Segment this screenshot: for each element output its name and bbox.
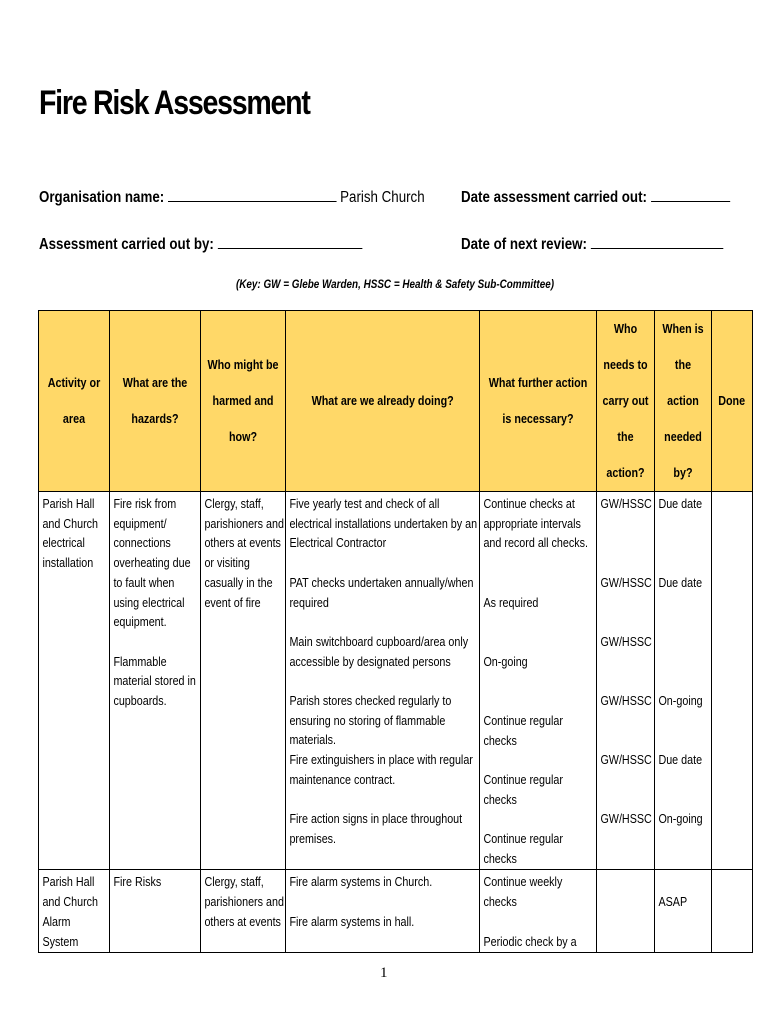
header-who-harmed: Who might be harmed and how? bbox=[201, 311, 286, 492]
next-review-label: Date of next review: bbox=[461, 236, 587, 253]
assessed-by-blank bbox=[218, 234, 362, 249]
header-done: Done bbox=[712, 311, 753, 492]
who-carries-out-cell bbox=[597, 870, 655, 953]
activity-cell: Parish Hall and Church Alarm System bbox=[39, 870, 110, 953]
responsible-item: GW/HSSC bbox=[600, 497, 652, 511]
already-doing-cell bbox=[286, 492, 480, 870]
when-item: Due date bbox=[658, 576, 703, 590]
next-review-blank bbox=[591, 234, 723, 249]
further-item: Continue checks at appropriate intervals and record all checks. bbox=[483, 497, 589, 551]
further-item: Periodic check by a bbox=[483, 934, 577, 949]
who-carries-out-cell bbox=[597, 492, 655, 870]
doing-item: Fire alarm systems in Church. bbox=[289, 875, 433, 890]
doing-item: Fire alarm systems in hall. bbox=[289, 914, 415, 929]
further-item: On-going bbox=[483, 655, 528, 669]
key-note: (Key: GW = Glebe Warden, HSSC = Health & Safety Sub-Committee) bbox=[236, 279, 555, 291]
organisation-line bbox=[39, 187, 425, 207]
responsible-item: GW/HSSC bbox=[600, 635, 652, 649]
header-further-action: What further action is necessary? bbox=[480, 311, 597, 492]
doing-item: PAT checks undertaken annually/when required bbox=[289, 576, 474, 610]
organisation-value: Parish Church bbox=[340, 189, 425, 206]
header-activity: Activity or area bbox=[39, 311, 110, 492]
further-item: Continue regular checks bbox=[483, 714, 563, 748]
who-harmed-cell: Clergy, staff, parishioners and others at events bbox=[201, 870, 286, 953]
when-item: On-going bbox=[658, 694, 703, 708]
when-needed-cell bbox=[655, 870, 712, 953]
assessed-by-label: Assessment carried out by: bbox=[39, 236, 214, 253]
organisation-label: Organisation name: bbox=[39, 189, 165, 206]
table-row bbox=[39, 492, 753, 870]
responsible-item: GW/HSSC bbox=[600, 812, 652, 826]
who-harmed-cell: Clergy, staff, parishioners and others at events or visiting casually in the event of fire bbox=[201, 492, 286, 870]
assessed-by-line bbox=[39, 234, 362, 254]
further-item: Continue weekly checks bbox=[483, 875, 563, 910]
further-item: Continue regular checks bbox=[483, 773, 563, 807]
responsible-item: GW/HSSC bbox=[600, 694, 652, 708]
activity-cell: Parish Hall and Church electrical installation bbox=[39, 492, 110, 870]
further-item: Continue regular checks bbox=[483, 832, 563, 866]
page-number: 1 bbox=[380, 965, 388, 981]
header-when-needed: When is the action needed by? bbox=[655, 311, 712, 492]
responsible-item: GW/HSSC bbox=[600, 576, 652, 590]
when-item: Due date bbox=[658, 497, 703, 511]
header-already-doing: What are we already doing? bbox=[286, 311, 480, 492]
further-action-cell bbox=[480, 492, 597, 870]
when-item: ASAP bbox=[658, 895, 688, 910]
already-doing-cell bbox=[286, 870, 480, 953]
table-header-row bbox=[39, 311, 753, 492]
date-assessment-line bbox=[461, 187, 730, 207]
hazards-cell bbox=[110, 492, 201, 870]
hazards-cell: Fire Risks bbox=[110, 870, 201, 953]
header-who-carries-out: Who needs to carry out the action? bbox=[597, 311, 655, 492]
when-item: Due date bbox=[658, 753, 703, 767]
header-hazards: What are the hazards? bbox=[110, 311, 201, 492]
doing-item: Fire action signs in place throughout premises. bbox=[289, 812, 463, 846]
done-cell bbox=[712, 492, 753, 870]
hazard-text: Flammable material stored in cupboards. bbox=[113, 654, 196, 709]
responsible-item: GW/HSSC bbox=[600, 753, 652, 767]
doing-item: Parish stores checked regularly to ensuring no storing of flammable materials. bbox=[289, 694, 452, 748]
when-item bbox=[658, 633, 710, 692]
risk-assessment-table bbox=[38, 310, 753, 953]
when-item: On-going bbox=[658, 812, 703, 826]
next-review-line bbox=[461, 234, 723, 254]
doing-item: Main switchboard cupboard/area only accessible by designated persons bbox=[289, 635, 469, 669]
further-action-cell bbox=[480, 870, 597, 953]
date-assessment-blank bbox=[651, 187, 730, 202]
table-row bbox=[39, 870, 753, 953]
date-assessment-label: Date assessment carried out: bbox=[461, 189, 647, 206]
done-cell bbox=[712, 870, 753, 953]
organisation-blank bbox=[168, 187, 337, 202]
hazard-text: Fire risk from equipment/ connections overheating due to fault when using electrical equipment. bbox=[113, 497, 191, 630]
further-item: As required bbox=[483, 596, 539, 610]
doing-item: Fire extinguishers in place with regular maintenance contract. bbox=[289, 753, 473, 787]
when-needed-cell bbox=[655, 492, 712, 870]
document-title: Fire Risk Assessment bbox=[39, 84, 310, 122]
doing-item: Five yearly test and check of all electrical installations undertaken by an Electrical Contractor bbox=[289, 497, 478, 551]
